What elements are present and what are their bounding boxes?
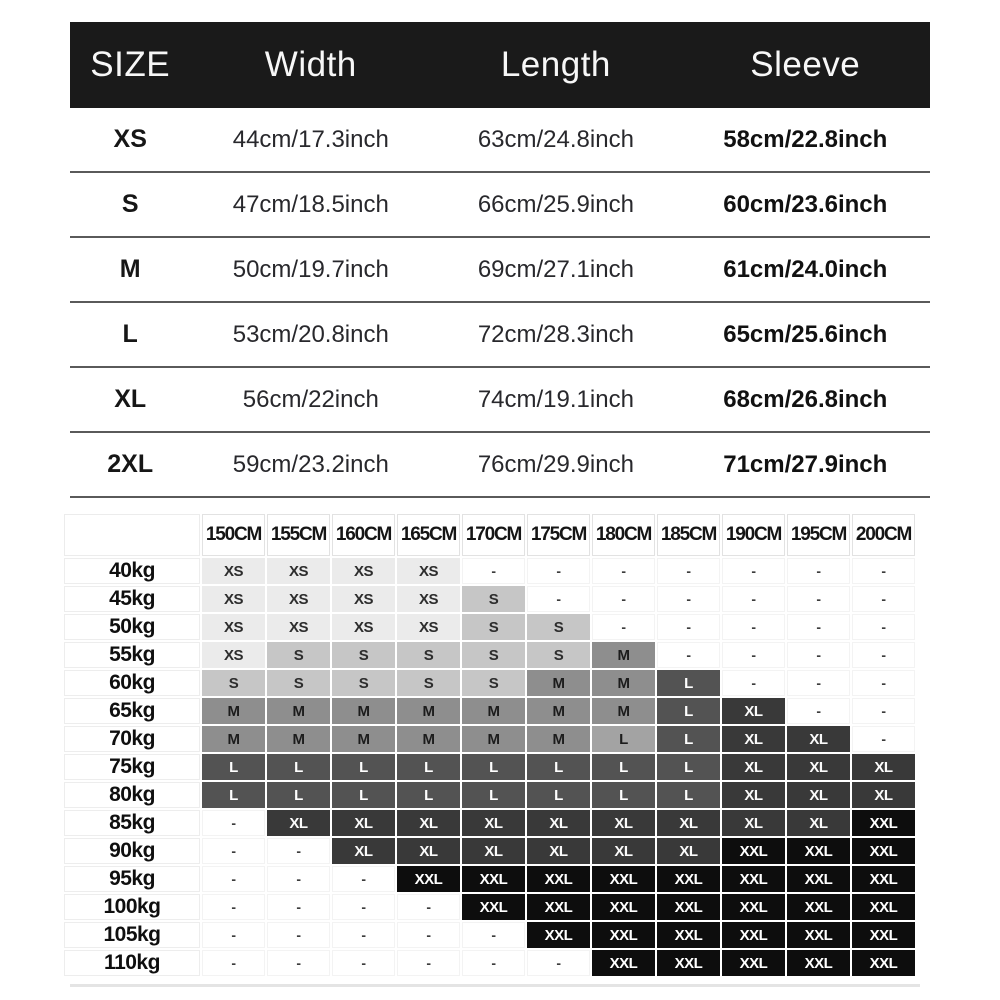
matrix-size-cell: - (397, 950, 460, 976)
matrix-size-cell: XL (462, 838, 525, 864)
matrix-size-cell: L (332, 754, 395, 780)
matrix-size-cell: XXL (787, 950, 850, 976)
matrix-size-cell: S (267, 642, 330, 668)
matrix-weight-label: 85kg (64, 810, 200, 836)
size-table-row-s (70, 173, 930, 238)
matrix-size-cell: XL (527, 838, 590, 864)
matrix-size-cell: - (332, 922, 395, 948)
matrix-size-cell: - (852, 642, 915, 668)
matrix-weight-label: 75kg (64, 754, 200, 780)
matrix-size-cell: M (332, 698, 395, 724)
matrix-size-cell: XL (722, 698, 785, 724)
matrix-row-55kg (64, 642, 915, 668)
size-table-width-cell: 47cm/18.5inch (232, 190, 389, 218)
matrix-size-cell: - (332, 950, 395, 976)
matrix-weight-label: 55kg (64, 642, 200, 668)
matrix-size-cell: L (657, 782, 720, 808)
size-table-sleeve-cell: 60cm/23.6inch (723, 190, 888, 218)
size-table-column-length: Length (500, 45, 611, 84)
matrix-size-cell: XXL (852, 922, 915, 948)
size-table-size-cell: XS (113, 125, 147, 153)
size-table-column-width: Width (264, 45, 357, 84)
matrix-size-cell: M (332, 726, 395, 752)
matrix-size-cell: - (202, 894, 265, 920)
matrix-row-100kg (64, 894, 915, 920)
matrix-size-cell: XL (592, 810, 655, 836)
matrix-size-cell: L (657, 726, 720, 752)
matrix-size-cell: - (462, 950, 525, 976)
size-table-size-cell: XL (114, 385, 147, 413)
matrix-size-cell: - (462, 558, 525, 584)
matrix-size-cell: M (397, 726, 460, 752)
matrix-size-cell: - (722, 642, 785, 668)
table-bottom-shadow (70, 984, 920, 987)
matrix-size-cell: XL (397, 838, 460, 864)
matrix-size-cell: XXL (722, 922, 785, 948)
matrix-size-cell: XXL (852, 950, 915, 976)
matrix-size-cell: S (462, 614, 525, 640)
matrix-size-cell: - (202, 922, 265, 948)
matrix-size-cell: XXL (852, 894, 915, 920)
size-table-column-sleeve: Sleeve (750, 45, 861, 84)
matrix-size-cell: - (657, 614, 720, 640)
matrix-size-cell: M (527, 698, 590, 724)
matrix-size-cell: XL (527, 810, 590, 836)
matrix-row-105kg (64, 922, 915, 948)
matrix-size-cell: - (592, 586, 655, 612)
matrix-size-cell: - (787, 642, 850, 668)
matrix-size-cell: XS (397, 614, 460, 640)
matrix-size-cell: - (787, 614, 850, 640)
matrix-weight-label: 110kg (64, 950, 200, 976)
matrix-size-cell: - (787, 558, 850, 584)
matrix-size-cell: XL (397, 810, 460, 836)
size-table-row-xs (70, 108, 930, 173)
matrix-weight-label: 45kg (64, 586, 200, 612)
matrix-size-cell: - (202, 866, 265, 892)
matrix-row-70kg (64, 726, 915, 752)
matrix-size-cell: XS (397, 558, 460, 584)
matrix-size-cell: - (397, 922, 460, 948)
matrix-size-cell: XXL (592, 950, 655, 976)
matrix-size-cell: M (267, 726, 330, 752)
matrix-size-cell: - (527, 558, 590, 584)
matrix-size-cell: XXL (787, 866, 850, 892)
matrix-weight-label: 80kg (64, 782, 200, 808)
matrix-size-cell: XXL (722, 894, 785, 920)
size-table-row-m (70, 238, 930, 303)
matrix-height-header: 170CM (462, 514, 525, 556)
matrix-row-85kg (64, 810, 915, 836)
matrix-size-cell: XS (267, 614, 330, 640)
matrix-size-cell: L (397, 754, 460, 780)
matrix-size-cell: - (462, 922, 525, 948)
matrix-weight-label: 90kg (64, 838, 200, 864)
matrix-size-cell: XL (592, 838, 655, 864)
size-table-row-l (70, 303, 930, 368)
matrix-row-45kg (64, 586, 915, 612)
matrix-size-cell: L (202, 782, 265, 808)
matrix-height-header: 200CM (852, 514, 915, 556)
matrix-size-cell: - (787, 698, 850, 724)
matrix-size-cell: L (527, 782, 590, 808)
matrix-size-cell: XXL (657, 894, 720, 920)
matrix-row-80kg (64, 782, 915, 808)
matrix-size-cell: - (722, 614, 785, 640)
size-table-length-cell: 66cm/25.9inch (477, 190, 634, 218)
matrix-size-cell: S (462, 586, 525, 612)
matrix-size-cell: XXL (657, 950, 720, 976)
matrix-size-cell: XXL (722, 866, 785, 892)
matrix-size-cell: - (722, 558, 785, 584)
size-table-size-cell: 2XL (107, 450, 154, 478)
matrix-height-header: 175CM (527, 514, 590, 556)
matrix-row-75kg (64, 754, 915, 780)
size-table-sleeve-cell: 71cm/27.9inch (723, 450, 888, 478)
size-table-width-cell: 53cm/20.8inch (232, 320, 389, 348)
matrix-size-cell: XL (267, 810, 330, 836)
matrix-size-cell: S (397, 642, 460, 668)
matrix-size-cell: XL (787, 726, 850, 752)
matrix-size-cell: XXL (657, 866, 720, 892)
matrix-size-cell: XL (852, 782, 915, 808)
matrix-size-cell: L (657, 754, 720, 780)
matrix-size-cell: XXL (852, 810, 915, 836)
matrix-size-cell: XXL (852, 838, 915, 864)
size-measurement-table (70, 22, 930, 498)
matrix-weight-label: 60kg (64, 670, 200, 696)
matrix-size-cell: L (592, 782, 655, 808)
matrix-corner-cell (64, 514, 200, 556)
matrix-size-cell: L (397, 782, 460, 808)
size-table-sleeve-cell: 58cm/22.8inch (723, 125, 888, 153)
matrix-size-cell: L (202, 754, 265, 780)
matrix-size-cell: XXL (787, 894, 850, 920)
matrix-size-cell: XXL (592, 866, 655, 892)
matrix-size-cell: - (267, 950, 330, 976)
matrix-size-cell: XS (332, 614, 395, 640)
size-table-body (70, 108, 930, 498)
matrix-size-cell: - (852, 670, 915, 696)
matrix-size-cell: XL (332, 838, 395, 864)
size-table-width-cell: 59cm/23.2inch (232, 450, 389, 478)
matrix-weight-label: 50kg (64, 614, 200, 640)
matrix-size-cell: XS (202, 614, 265, 640)
matrix-size-cell: XXL (462, 894, 525, 920)
matrix-size-cell: - (527, 950, 590, 976)
size-table-size-cell: M (119, 255, 141, 283)
matrix-size-cell: - (657, 586, 720, 612)
matrix-size-cell: L (332, 782, 395, 808)
matrix-size-cell: - (657, 558, 720, 584)
size-table-width-cell: 50cm/19.7inch (232, 255, 389, 283)
matrix-weight-label: 70kg (64, 726, 200, 752)
matrix-weight-label: 95kg (64, 866, 200, 892)
matrix-size-cell: L (267, 754, 330, 780)
size-table-sleeve-cell: 61cm/24.0inch (723, 255, 888, 283)
matrix-size-cell: XXL (527, 894, 590, 920)
matrix-size-cell: M (202, 698, 265, 724)
matrix-size-cell: M (592, 642, 655, 668)
matrix-size-cell: XL (787, 810, 850, 836)
matrix-size-cell: XL (657, 838, 720, 864)
size-table-sleeve-cell: 65cm/25.6inch (723, 320, 888, 348)
matrix-weight-label: 65kg (64, 698, 200, 724)
size-table-row-2xl (70, 433, 930, 498)
matrix-size-cell: XL (332, 810, 395, 836)
matrix-size-cell: XXL (527, 922, 590, 948)
matrix-size-cell: - (592, 558, 655, 584)
matrix-header-row (64, 514, 915, 556)
matrix-size-cell: XL (787, 782, 850, 808)
matrix-size-cell: XL (722, 726, 785, 752)
size-table-row-xl (70, 368, 930, 433)
matrix-size-cell: XXL (397, 866, 460, 892)
matrix-size-cell: XL (462, 810, 525, 836)
matrix-size-cell: L (462, 782, 525, 808)
matrix-size-cell: XS (267, 558, 330, 584)
matrix-height-header: 165CM (397, 514, 460, 556)
matrix-height-header: 185CM (657, 514, 720, 556)
matrix-size-cell: L (657, 698, 720, 724)
matrix-weight-label: 100kg (64, 894, 200, 920)
matrix-size-cell: S (202, 670, 265, 696)
matrix-size-cell: S (462, 642, 525, 668)
matrix-size-cell: M (462, 726, 525, 752)
matrix-size-cell: - (852, 558, 915, 584)
size-table-width-cell: 56cm/22inch (242, 385, 379, 413)
matrix-size-cell: - (202, 810, 265, 836)
size-table-size-cell: S (121, 190, 139, 218)
matrix-size-cell: L (657, 670, 720, 696)
matrix-size-cell: S (332, 670, 395, 696)
matrix-size-cell: - (592, 614, 655, 640)
matrix-size-cell: - (722, 586, 785, 612)
matrix-row-90kg (64, 838, 915, 864)
matrix-size-cell: - (787, 670, 850, 696)
matrix-size-cell: - (527, 586, 590, 612)
matrix-size-cell: XL (657, 810, 720, 836)
matrix-size-cell: - (332, 866, 395, 892)
height-weight-size-matrix (62, 512, 917, 978)
matrix-row-60kg (64, 670, 915, 696)
matrix-size-cell: S (397, 670, 460, 696)
matrix-size-cell: L (267, 782, 330, 808)
size-table-size-cell: L (122, 320, 138, 348)
matrix-height-header: 180CM (592, 514, 655, 556)
matrix-size-cell: XXL (852, 866, 915, 892)
matrix-size-cell: - (852, 614, 915, 640)
matrix-row-50kg (64, 614, 915, 640)
matrix-size-cell: M (527, 726, 590, 752)
matrix-height-header: 150CM (202, 514, 265, 556)
matrix-size-cell: XXL (527, 866, 590, 892)
matrix-size-cell: M (592, 698, 655, 724)
size-table-length-cell: 76cm/29.9inch (477, 450, 634, 478)
matrix-height-header: 155CM (267, 514, 330, 556)
matrix-size-cell: M (592, 670, 655, 696)
matrix-size-cell: M (267, 698, 330, 724)
matrix-height-header: 160CM (332, 514, 395, 556)
matrix-row-110kg (64, 950, 915, 976)
matrix-row-95kg (64, 866, 915, 892)
matrix-size-cell: XS (202, 586, 265, 612)
matrix-size-cell: - (267, 922, 330, 948)
matrix-size-cell: XS (332, 558, 395, 584)
matrix-weight-label: 40kg (64, 558, 200, 584)
size-table-sleeve-cell: 68cm/26.8inch (723, 385, 888, 413)
matrix-size-cell: L (592, 754, 655, 780)
matrix-size-cell: S (267, 670, 330, 696)
matrix-row-65kg (64, 698, 915, 724)
matrix-size-cell: XXL (787, 838, 850, 864)
matrix-size-cell: - (397, 894, 460, 920)
matrix-size-cell: M (527, 670, 590, 696)
matrix-size-cell: M (462, 698, 525, 724)
size-table-length-cell: 74cm/19.1inch (477, 385, 634, 413)
matrix-size-cell: XXL (787, 922, 850, 948)
matrix-size-cell: - (852, 726, 915, 752)
matrix-size-cell: M (397, 698, 460, 724)
matrix-size-cell: XS (397, 586, 460, 612)
size-table-length-cell: 72cm/28.3inch (477, 320, 634, 348)
matrix-weight-label: 105kg (64, 922, 200, 948)
matrix-size-cell: S (527, 642, 590, 668)
matrix-size-cell: - (202, 950, 265, 976)
matrix-height-header: 195CM (787, 514, 850, 556)
matrix-size-cell: XL (722, 754, 785, 780)
matrix-size-cell: XXL (657, 922, 720, 948)
matrix-size-cell: XL (722, 810, 785, 836)
matrix-size-cell: S (527, 614, 590, 640)
matrix-size-cell: - (267, 894, 330, 920)
matrix-size-cell: XL (787, 754, 850, 780)
matrix-size-cell: XXL (722, 950, 785, 976)
matrix-size-cell: XXL (462, 866, 525, 892)
matrix-size-cell: XS (267, 586, 330, 612)
matrix-size-cell: - (267, 838, 330, 864)
matrix-size-cell: S (332, 642, 395, 668)
size-table-header (70, 22, 930, 108)
matrix-size-cell: L (527, 754, 590, 780)
size-table-column-size: SIZE (90, 45, 171, 84)
matrix-size-cell: XL (722, 782, 785, 808)
matrix-size-cell: - (332, 894, 395, 920)
matrix-size-cell: S (462, 670, 525, 696)
matrix-size-cell: XS (202, 642, 265, 668)
matrix-size-cell: - (202, 838, 265, 864)
matrix-size-cell: L (592, 726, 655, 752)
matrix-size-cell: XXL (592, 894, 655, 920)
matrix-size-cell: - (787, 586, 850, 612)
matrix-size-cell: - (852, 698, 915, 724)
matrix-size-cell: XS (202, 558, 265, 584)
matrix-size-cell: L (462, 754, 525, 780)
matrix-size-cell: M (202, 726, 265, 752)
matrix-size-cell: XL (852, 754, 915, 780)
matrix-size-cell: - (852, 586, 915, 612)
matrix-size-cell: - (657, 642, 720, 668)
matrix-size-cell: - (267, 866, 330, 892)
matrix-size-cell: XS (332, 586, 395, 612)
size-table-length-cell: 63cm/24.8inch (477, 125, 634, 153)
matrix-row-40kg (64, 558, 915, 584)
matrix-size-cell: XXL (592, 922, 655, 948)
matrix-height-header: 190CM (722, 514, 785, 556)
size-table-width-cell: 44cm/17.3inch (232, 125, 389, 153)
matrix-size-cell: XXL (722, 838, 785, 864)
matrix-size-cell: - (722, 670, 785, 696)
size-table-length-cell: 69cm/27.1inch (477, 255, 634, 283)
